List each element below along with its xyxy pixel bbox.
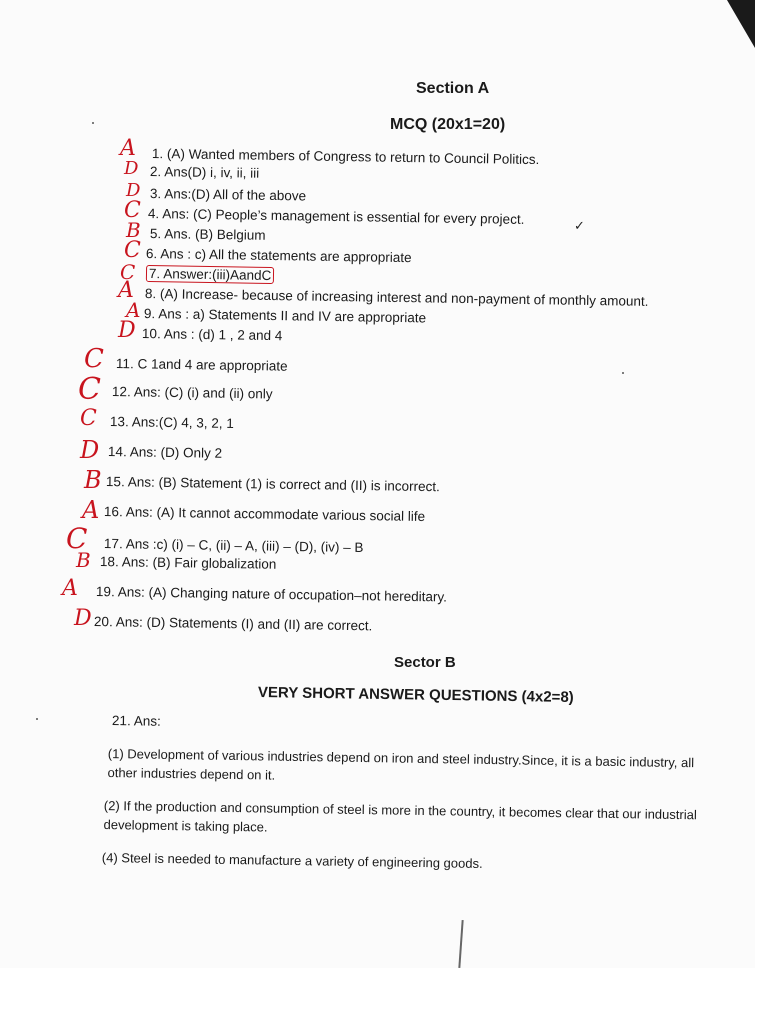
grade-mark: D bbox=[74, 606, 92, 631]
grade-mark: D bbox=[80, 436, 100, 464]
section-b-title: Sector B bbox=[394, 654, 456, 671]
grade-mark: A bbox=[120, 136, 136, 161]
answer-3: 3. Ans:(D) All of the above bbox=[149, 186, 307, 204]
answer-17: 17. Ans :c) (i) – C, (ii) – A, (iii) – (D), (iv) – B bbox=[103, 536, 364, 556]
answer-4: 4. Ans: (C) People’s management is essential for every project. bbox=[147, 206, 525, 227]
grade-mark: D bbox=[118, 318, 136, 343]
answer-20: 20. Ans: (D) Statements (I) and (II) are correct. bbox=[93, 614, 373, 634]
answer-7 bbox=[146, 266, 275, 283]
answer-12: 12. Ans: (C) (i) and (ii) only bbox=[111, 384, 273, 402]
grade-mark: C bbox=[78, 372, 101, 407]
grade-mark: A bbox=[82, 496, 100, 524]
grade-mark: D bbox=[126, 180, 141, 201]
grade-mark: A bbox=[126, 298, 141, 322]
grade-mark: C bbox=[84, 344, 104, 374]
check-tick-icon: ✓ bbox=[574, 218, 585, 233]
answer-9: 9. Ans : a) Statements II and IV are appropriate bbox=[143, 306, 427, 326]
grade-mark: C bbox=[120, 260, 136, 284]
grade-mark: C bbox=[66, 522, 88, 555]
answer-21-point-2: (2) If the production and consumption of steel is more in the country, it becomes clear that our industrial development is taking place. bbox=[103, 797, 697, 835]
scan-corner-shadow bbox=[727, 0, 755, 48]
answer-11: 11. C 1and 4 are appropriate bbox=[115, 356, 288, 374]
boxed-answer-text: 7. Answer:(iii)AandC bbox=[146, 265, 275, 284]
answer-21-point-1: (1) Development of various industries depend on iron and steel industry.Since, it is a basic industry, all other industries depend on it. bbox=[107, 745, 695, 783]
section-a-subtitle: MCQ (20x1=20) bbox=[390, 116, 506, 133]
answer-15: 15. Ans: (B) Statement (1) is correct and (II) is incorrect. bbox=[105, 474, 440, 495]
grade-mark: D bbox=[124, 158, 139, 179]
answer-18: 18. Ans: (B) Fair globalization bbox=[99, 554, 277, 572]
answer-6: 6. Ans : c) All the statements are appropriate bbox=[145, 246, 412, 266]
answer-14: 14. Ans: (D) Only 2 bbox=[107, 444, 223, 461]
question-21-label: 21. Ans: bbox=[111, 713, 161, 729]
grade-mark: C bbox=[80, 406, 97, 431]
grade-mark: B bbox=[76, 548, 91, 572]
scan-speck bbox=[622, 372, 624, 374]
grade-mark: B bbox=[126, 218, 141, 242]
answer-21-point-4: (4) Steel is needed to manufacture a variety of engineering goods. bbox=[101, 849, 483, 871]
answer-2: 2. Ans(D) i, iv, ii, iii bbox=[149, 164, 260, 181]
grade-mark: C bbox=[124, 238, 141, 263]
answer-1: 1. (A) Wanted members of Congress to return to Council Politics. bbox=[151, 146, 540, 168]
grade-mark: A bbox=[62, 576, 78, 601]
scan-margin bbox=[0, 968, 768, 1024]
answer-16: 16. Ans: (A) It cannot accommodate various social life bbox=[103, 504, 426, 525]
grade-mark: C bbox=[124, 198, 141, 223]
section-a-title: Section A bbox=[416, 80, 490, 97]
answer-5: 5. Ans. (B) Belgium bbox=[149, 226, 266, 243]
grade-mark: A bbox=[118, 278, 134, 303]
answer-13: 13. Ans:(C) 4, 3, 2, 1 bbox=[109, 414, 234, 431]
answer-8: 8. (A) Increase- because of increasing interest and non-payment of monthly amount. bbox=[144, 286, 649, 309]
grade-mark: B bbox=[84, 466, 102, 494]
answer-19: 19. Ans: (A) Changing nature of occupation–not hereditary. bbox=[95, 584, 448, 605]
scan-speck bbox=[36, 718, 38, 720]
scan-speck bbox=[92, 122, 94, 124]
section-b-subtitle: VERY SHORT ANSWER QUESTIONS (4x2=8) bbox=[257, 684, 574, 706]
pen-stroke bbox=[458, 920, 463, 968]
answer-10: 10. Ans : (d) 1 , 2 and 4 bbox=[141, 326, 283, 344]
